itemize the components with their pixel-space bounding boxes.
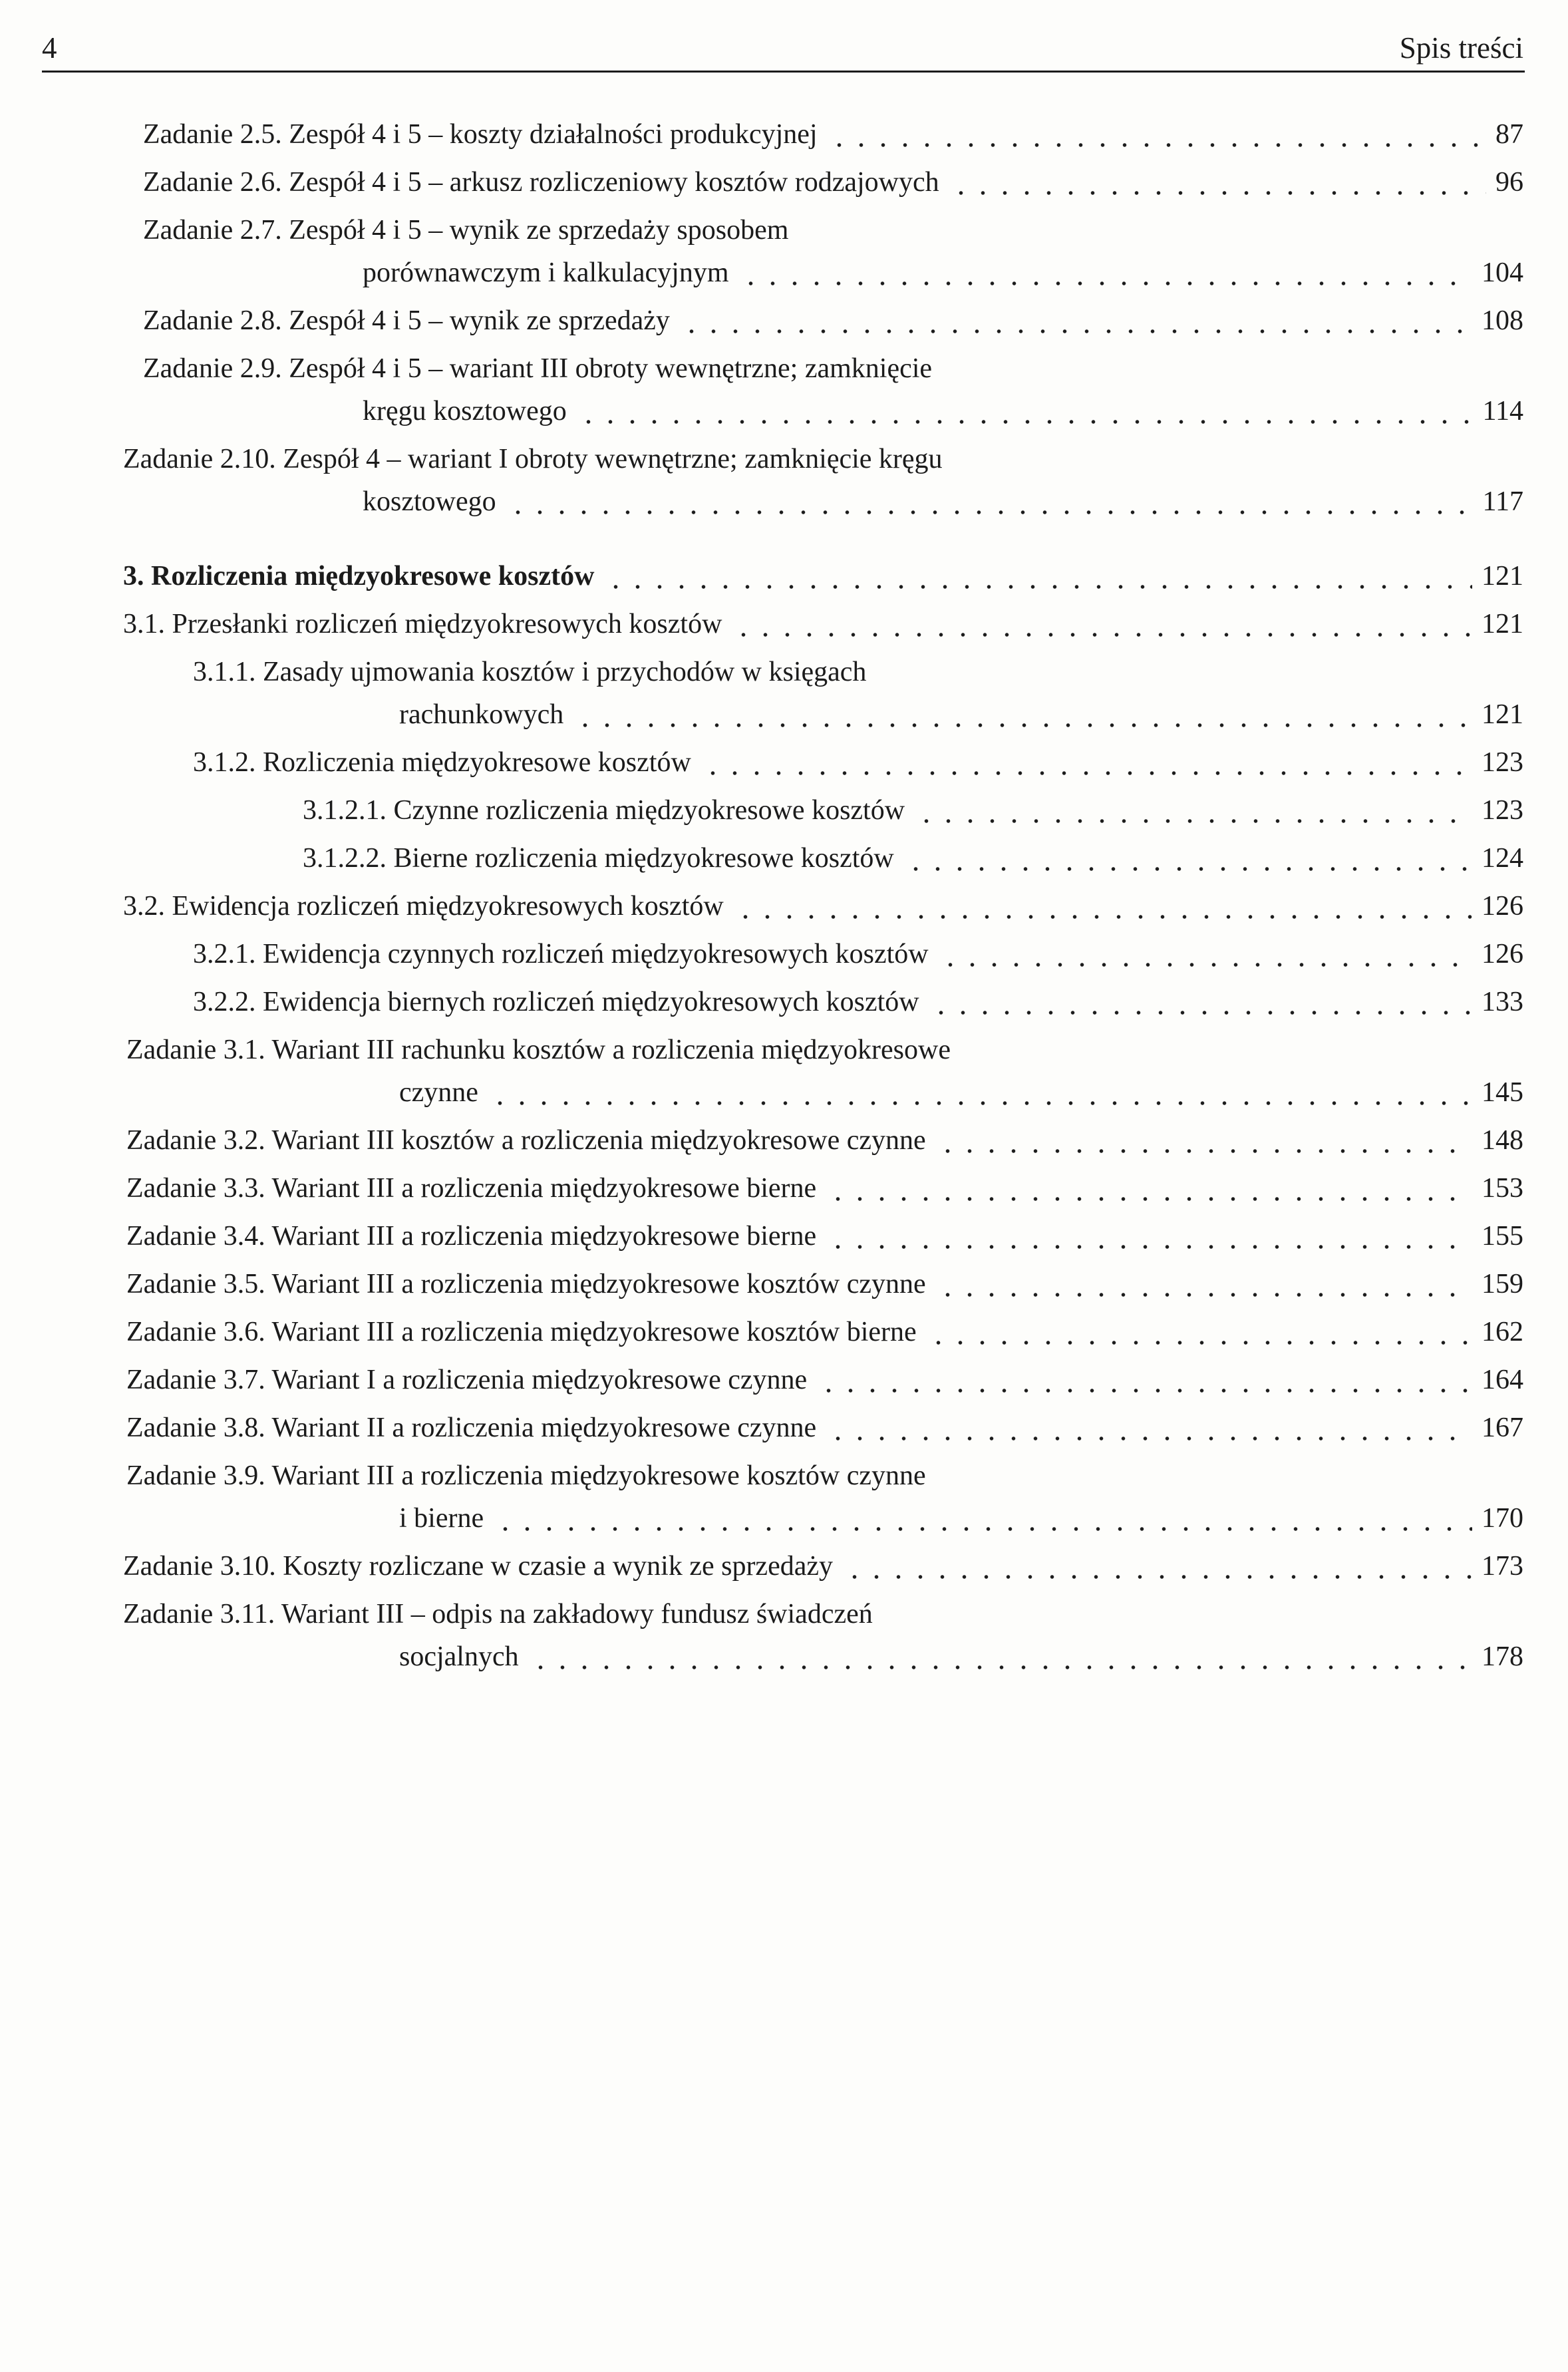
toc-entry-page-number: 162 — [1482, 1317, 1523, 1347]
toc-entry-line — [123, 1545, 1523, 1588]
toc-entry-label: Zadanie 2.7. Zespół 4 i 5 – wynik ze sprzedaży sposobem — [143, 215, 789, 246]
dot-leader — [930, 981, 1472, 1023]
toc-entry-line — [123, 1215, 1523, 1258]
dot-leader — [844, 1545, 1472, 1588]
toc-entry-line — [123, 299, 1523, 342]
dot-leader — [732, 603, 1472, 645]
toc-entry-label: Zadanie 3.2. Wariant III kosztów a rozliczenia międzyokresowe czynne — [126, 1125, 926, 1156]
toc-entry-page-number: 104 — [1482, 257, 1523, 288]
dot-leader — [740, 252, 1472, 294]
toc-entry-label: Zadanie 3.3. Wariant III a rozliczenia międzyokresowe bierne — [126, 1173, 817, 1204]
toc-entry-label: 3.1.2. Rozliczenia międzyokresowe kosztów — [193, 747, 691, 778]
toc-entry-label-continuation: czynne — [399, 1077, 478, 1108]
toc-entry-label: 3.2.1. Ewidencja czynnych rozliczeń międzyokresowych kosztów — [193, 939, 929, 969]
toc-entry-label: Zadanie 3.8. Wariant II a rozliczenia międzyokresowe czynne — [126, 1413, 817, 1443]
toc-entry-label: Zadanie 3.4. Wariant III a rozliczenia międzyokresowe bierne — [126, 1221, 817, 1252]
toc-entry-label: Zadanie 3.11. Wariant III – odpis na zakładowy fundusz świadczeń — [123, 1599, 873, 1629]
toc-entry — [123, 1119, 1523, 1162]
toc-entry — [123, 1215, 1523, 1258]
toc-entry-line — [123, 885, 1523, 928]
running-title: Spis treści — [1399, 31, 1523, 65]
toc-entry-page-number: 96 — [1495, 167, 1523, 198]
dot-leader — [927, 1311, 1472, 1353]
toc-entry — [123, 113, 1523, 156]
toc-entry-page-number: 108 — [1482, 305, 1523, 336]
toc-entry-page-number: 145 — [1482, 1077, 1523, 1108]
toc-entry-label: Zadanie 3.7. Wariant I a rozliczenia międzyokresowe czynne — [126, 1365, 808, 1395]
toc-entry — [123, 1407, 1523, 1449]
toc-entry-page-number: 164 — [1482, 1365, 1523, 1395]
toc-entry-page-number: 124 — [1482, 843, 1523, 874]
toc-entry-label: Zadanie 2.6. Zespół 4 i 5 – arkusz rozliczeniowy kosztów rodzajowych — [143, 167, 939, 198]
toc-entry-page-number: 117 — [1482, 486, 1523, 517]
toc-entry-line — [123, 1593, 1523, 1635]
toc-entry — [123, 1167, 1523, 1210]
toc-entry-line — [123, 837, 1523, 880]
toc-entry — [123, 347, 1523, 432]
toc-entry-line — [123, 1454, 1523, 1497]
toc-entry — [123, 1359, 1523, 1401]
toc-entry-label-continuation: rachunkowych — [399, 699, 564, 730]
toc-entry-line — [123, 603, 1523, 645]
toc-entry-page-number: 121 — [1482, 609, 1523, 639]
toc-entry — [123, 438, 1523, 523]
toc-entry-continuation-line — [123, 1497, 1523, 1540]
toc-entry-line — [123, 741, 1523, 784]
dot-leader — [827, 1167, 1472, 1210]
toc-entry — [123, 555, 1523, 597]
toc-entry — [123, 1311, 1523, 1353]
toc-entry — [123, 789, 1523, 832]
toc-entry-page-number: 148 — [1482, 1125, 1523, 1156]
toc-entry-label: Zadanie 3.10. Koszty rozliczane w czasie a wynik ze sprzedaży — [123, 1551, 834, 1582]
dot-leader — [937, 1119, 1472, 1162]
toc-entry-continuation-line — [123, 480, 1523, 523]
page-header — [42, 29, 1523, 67]
toc-entry — [123, 651, 1523, 736]
toc-entry-label: 3.1.1. Zasady ujmowania kosztów i przychodów w księgach — [193, 657, 867, 687]
toc-entry-page-number: 178 — [1482, 1641, 1523, 1672]
toc-entry-label: 3.1.2.2. Bierne rozliczenia międzyokresowe kosztów — [303, 843, 894, 874]
toc-entry-page-number: 155 — [1482, 1221, 1523, 1252]
dot-leader — [577, 390, 1474, 432]
toc-entry-line — [123, 113, 1523, 156]
toc-entry-label-continuation: socjalnych — [399, 1641, 519, 1672]
toc-entry-label: 3.1.2.1. Czynne rozliczenia międzyokresowe kosztów — [303, 795, 905, 826]
toc-entry-label: Zadanie 3.6. Wariant III a rozliczenia międzyokresowe kosztów bierne — [126, 1317, 917, 1347]
toc-entry-label: Zadanie 2.9. Zespół 4 i 5 – wariant III obroty wewnętrzne; zamknięcie — [143, 353, 933, 384]
dot-leader — [605, 555, 1472, 597]
toc-entry-line — [123, 1029, 1523, 1071]
page-number-header: 4 — [42, 31, 57, 65]
toc-entry-line — [123, 1263, 1523, 1305]
dot-leader — [937, 1263, 1472, 1305]
toc-entry-label: Zadanie 3.1. Wariant III rachunku kosztów a rozliczenia międzyokresowe — [126, 1035, 951, 1065]
toc-entry-label: Zadanie 2.10. Zespół 4 – wariant I obroty wewnętrzne; zamknięcie kręgu — [123, 444, 943, 474]
toc-entry-line — [123, 1311, 1523, 1353]
toc-entry-page-number: 123 — [1482, 747, 1523, 778]
toc-entry-line — [123, 161, 1523, 204]
toc-entry-continuation-line — [123, 1635, 1523, 1678]
toc-entry-page-number: 126 — [1482, 891, 1523, 922]
dot-leader — [950, 161, 1486, 204]
dot-leader — [818, 1359, 1472, 1401]
toc-entry-label: Zadanie 2.8. Zespół 4 i 5 – wynik ze sprzedaży — [143, 305, 670, 336]
toc-entry — [123, 603, 1523, 645]
toc-entry-label-continuation: i bierne — [399, 1503, 484, 1534]
toc-entry — [123, 209, 1523, 294]
toc-entry-line — [123, 347, 1523, 390]
toc-entry-label: 3. Rozliczenia międzyokresowe kosztów — [123, 561, 595, 592]
toc-entry-continuation-line — [123, 1071, 1523, 1114]
dot-leader — [905, 837, 1472, 880]
toc-entry-page-number: 173 — [1482, 1551, 1523, 1582]
table-of-contents — [123, 113, 1523, 1683]
toc-entry-line — [123, 651, 1523, 693]
toc-entry-continuation-line — [123, 252, 1523, 294]
toc-entry — [123, 837, 1523, 880]
toc-entry-line — [123, 1167, 1523, 1210]
toc-entry-page-number: 87 — [1495, 119, 1523, 150]
toc-entry-label: 3.2. Ewidencja rozliczeń międzyokresowych kosztów — [123, 891, 724, 922]
dot-leader — [915, 789, 1472, 832]
dot-leader — [828, 113, 1486, 156]
toc-entry-continuation-line — [123, 693, 1523, 736]
dot-leader — [574, 693, 1472, 736]
dot-leader — [702, 741, 1472, 784]
toc-entry — [123, 161, 1523, 204]
toc-entry — [123, 1593, 1523, 1678]
toc-entry-label: 3.2.2. Ewidencja biernych rozliczeń międzyokresowych kosztów — [193, 987, 919, 1017]
toc-entry-page-number: 133 — [1482, 987, 1523, 1017]
toc-entry-page-number: 121 — [1482, 561, 1523, 592]
toc-entry-line — [123, 209, 1523, 252]
toc-entry-line — [123, 789, 1523, 832]
toc-entry-page-number: 126 — [1482, 939, 1523, 969]
dot-leader — [827, 1215, 1472, 1258]
toc-entry-label-continuation: kręgu kosztowego — [363, 396, 567, 426]
header-rule — [42, 71, 1525, 73]
toc-entry-line — [123, 1119, 1523, 1162]
toc-entry-line — [123, 1359, 1523, 1401]
toc-entry-line — [123, 555, 1523, 597]
toc-entry-label: Zadanie 3.9. Wariant III a rozliczenia międzyokresowe kosztów czynne — [126, 1460, 926, 1491]
toc-entry-page-number: 121 — [1482, 699, 1523, 730]
toc-entry — [123, 885, 1523, 928]
toc-entry-label: Zadanie 3.5. Wariant III a rozliczenia międzyokresowe kosztów czynne — [126, 1269, 926, 1299]
dot-leader — [734, 885, 1472, 928]
dot-leader — [530, 1635, 1472, 1678]
toc-entry-label: 3.1. Przesłanki rozliczeń międzyokresowych kosztów — [123, 609, 722, 639]
dot-leader — [827, 1407, 1472, 1449]
dot-leader — [681, 299, 1472, 342]
toc-entry — [123, 1454, 1523, 1540]
toc-entry — [123, 1545, 1523, 1588]
toc-entry — [123, 741, 1523, 784]
toc-entry-line — [123, 438, 1523, 480]
toc-entry-line — [123, 1407, 1523, 1449]
toc-entry-page-number: 123 — [1482, 795, 1523, 826]
dot-leader — [939, 933, 1472, 975]
toc-entry-label-continuation: kosztowego — [363, 486, 496, 517]
toc-entry-page-number: 153 — [1482, 1173, 1523, 1204]
dot-leader — [507, 480, 1474, 523]
dot-leader — [494, 1497, 1472, 1540]
toc-entry — [123, 299, 1523, 342]
toc-entry — [123, 1263, 1523, 1305]
toc-entry-page-number: 159 — [1482, 1269, 1523, 1299]
toc-entry-label-continuation: porównawczym i kalkulacyjnym — [363, 257, 729, 288]
toc-entry-line — [123, 981, 1523, 1023]
toc-entry — [123, 1029, 1523, 1114]
toc-entry-continuation-line — [123, 390, 1523, 432]
toc-entry — [123, 933, 1523, 975]
toc-entry-label: Zadanie 2.5. Zespół 4 i 5 – koszty działalności produkcyjnej — [143, 119, 818, 150]
toc-entry-page-number: 167 — [1482, 1413, 1523, 1443]
toc-entry — [123, 981, 1523, 1023]
toc-entry-line — [123, 933, 1523, 975]
toc-entry-page-number: 114 — [1482, 396, 1523, 426]
dot-leader — [489, 1071, 1472, 1114]
toc-entry-page-number: 170 — [1482, 1503, 1523, 1534]
